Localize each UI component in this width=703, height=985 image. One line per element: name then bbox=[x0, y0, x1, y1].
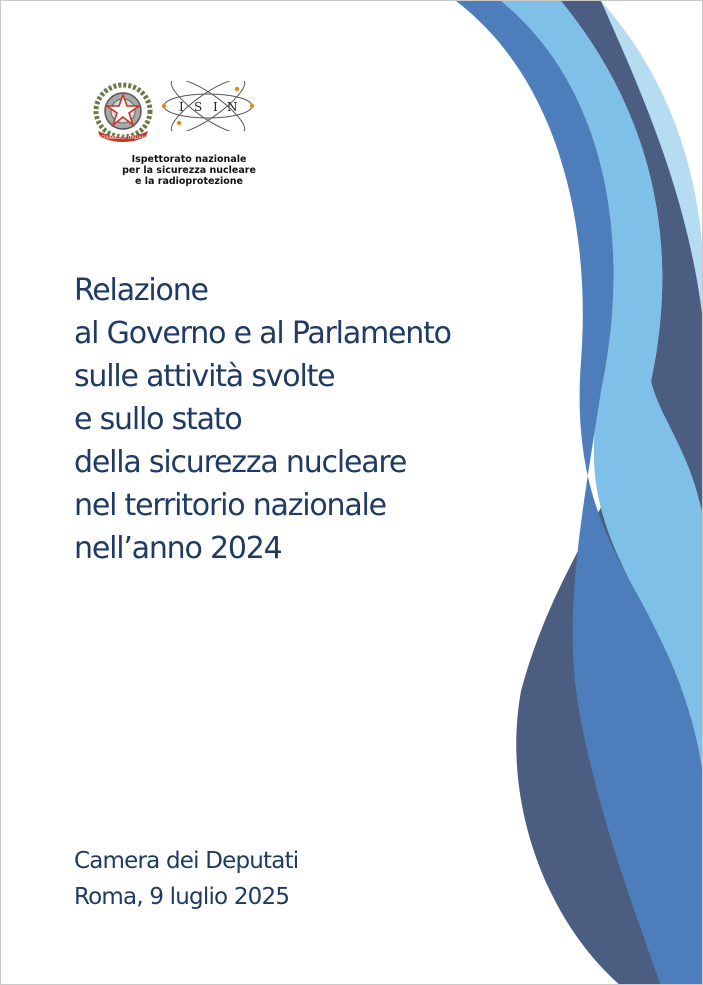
title-line-1: Relazione bbox=[74, 273, 208, 308]
isin-letter-1: I bbox=[179, 100, 184, 114]
title-line-6: nel territorio nazionale bbox=[74, 488, 386, 523]
title-line-3: sulle attività svolte bbox=[74, 359, 335, 394]
isin-atom-logo-icon bbox=[161, 81, 256, 131]
isin-letter-4: N bbox=[227, 100, 238, 114]
organization-line-3: e la radioprotezione bbox=[135, 176, 243, 187]
title-line-2: al Governo e al Parlamento bbox=[74, 316, 451, 351]
title-line-7: nell’anno 2024 bbox=[74, 531, 282, 566]
place-and-date: Roma, 9 luglio 2025 bbox=[74, 884, 290, 910]
header-logos bbox=[89, 81, 269, 191]
organization-name bbox=[109, 154, 269, 187]
emblem-text: REPUBBLICA ITALIANA bbox=[98, 136, 148, 141]
isin-letter-3: I bbox=[213, 100, 218, 114]
report-title bbox=[74, 269, 544, 570]
organization-line-2: per la sicurezza nucleare bbox=[122, 165, 256, 176]
institution-name: Camera dei Deputati bbox=[74, 848, 299, 874]
title-line-4: e sullo stato bbox=[74, 402, 242, 437]
italian-republic-emblem-icon bbox=[92, 81, 154, 143]
isin-letter-2: S bbox=[194, 100, 203, 114]
organization-line-1: Ispettorato nazionale bbox=[131, 154, 247, 165]
cover-footer bbox=[74, 843, 298, 915]
title-line-5: della sicurezza nucleare bbox=[74, 445, 407, 480]
